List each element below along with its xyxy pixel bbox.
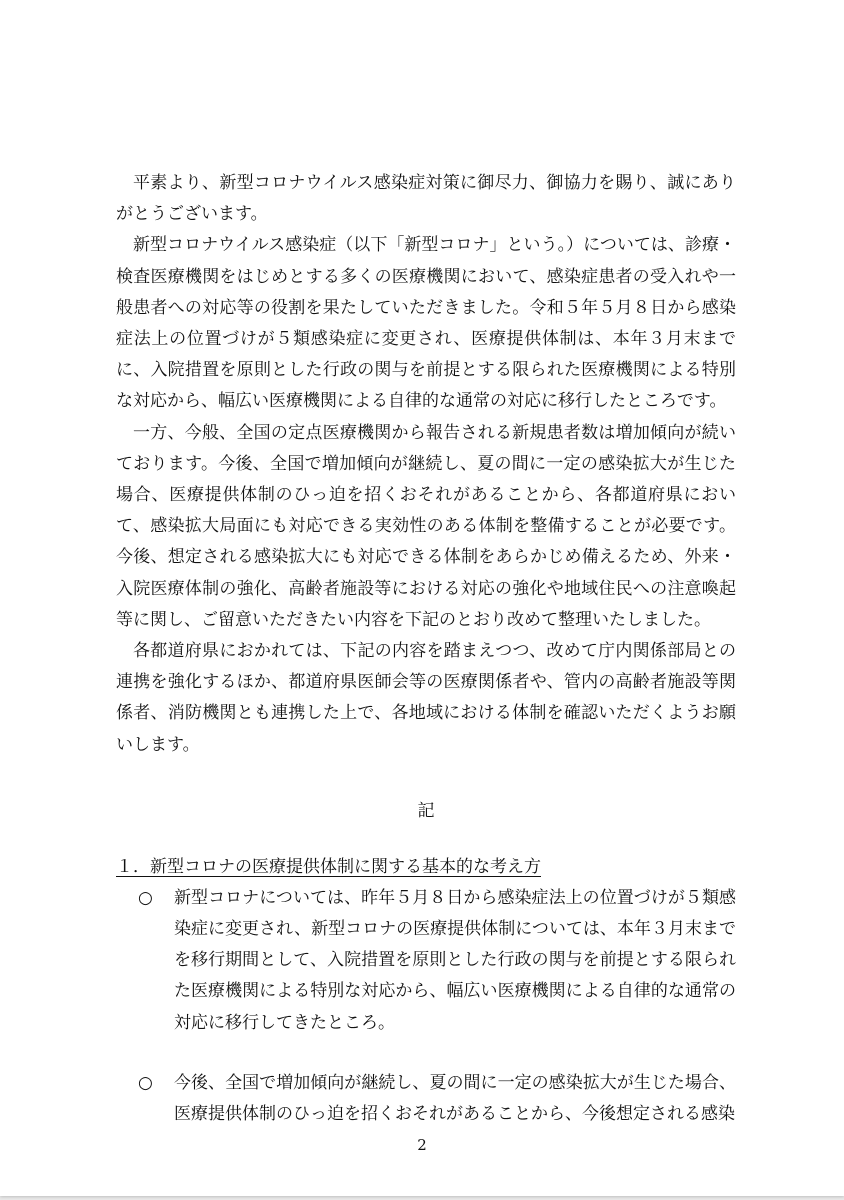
bullet-item [116, 883, 736, 1039]
document-body [116, 168, 736, 1130]
section-heading-text: １．新型コロナの医療提供体制に関する基本的な考え方 [116, 856, 541, 877]
bullet-spacer [116, 1039, 736, 1068]
paragraph-current-situation: 一方、今般、全国の定点医療機関から報告される新規患者数は増加傾向が続いております。今後、全国で増加傾向が継続し、夏の間に一定の感染拡大が生じた場合、医療提供体制のひっ迫を招くおそれがあることから、各都道府県において、感染拡大局面にも対応できる実効性のある体制を整備することが必要です。今後、想定される感染拡大にも対応できる体制をあらかじめ備えるため、外来・入院医療体制の強化、高齢者施設等における対応の強化や地域住民への注意喚起等に関し、ご留意いただきたい内容を下記のとおり改めて整理いたしました。 [116, 422, 736, 630]
bullet-item [116, 1068, 736, 1130]
paragraph-background: 新型コロナウイルス感染症（以下「新型コロナ」という。）については、診療・検査医療機関をはじめとする多くの医療機関において、感染症患者の受入れや一般患者への対応等の役割を果たしていただきました。令和５年５月８日から感染症法上の位置づけが５類感染症に変更され、医療提供体制は、本年３月末までに、入院措置を原則とした行政の関与を前提とする限られた医療機関による特別な対応から、幅広い医療機関による自律的な通常の対応に移行したところです。 [116, 235, 736, 412]
paragraph-request: 各都道府県におかれては、下記の内容を踏まえつつ、改めて庁内関係部局との連携を強化するほか、都道府県医師会等の医療関係者や、管内の高齢者施設等関係者、消防機関とも連携した上で、各地域における体制を確認いただくようお願いします。 [116, 641, 736, 755]
bullet-text: 新型コロナについては、昨年５月８日から感染症法上の位置づけが５類感染症に変更され、新型コロナの医療提供体制については、本年３月末までを移行期間として、入院措置を原則とした行政の関与を前提とする限られた医療機関による特別な対応から、幅広い医療機関による自律的な通常の対応に移行してきたところ。 [174, 887, 736, 1033]
paragraph-greeting: 平素より、新型コロナウイルス感染症対策に御尽力、御協力を賜り、誠にありがとうございます。 [116, 173, 736, 225]
bullet-text: 今後、全国で増加傾向が継続し、夏の間に一定の感染拡大が生じた場合、医療提供体制のひっ迫を招くおそれがあることから、今後想定される感染 [174, 1072, 736, 1125]
bullet-mark: ○ [138, 1072, 153, 1093]
bullet-mark: ○ [138, 887, 153, 908]
section-heading [116, 852, 736, 883]
ki-label: 記 [417, 800, 435, 821]
page-number: 2 [417, 1136, 427, 1154]
